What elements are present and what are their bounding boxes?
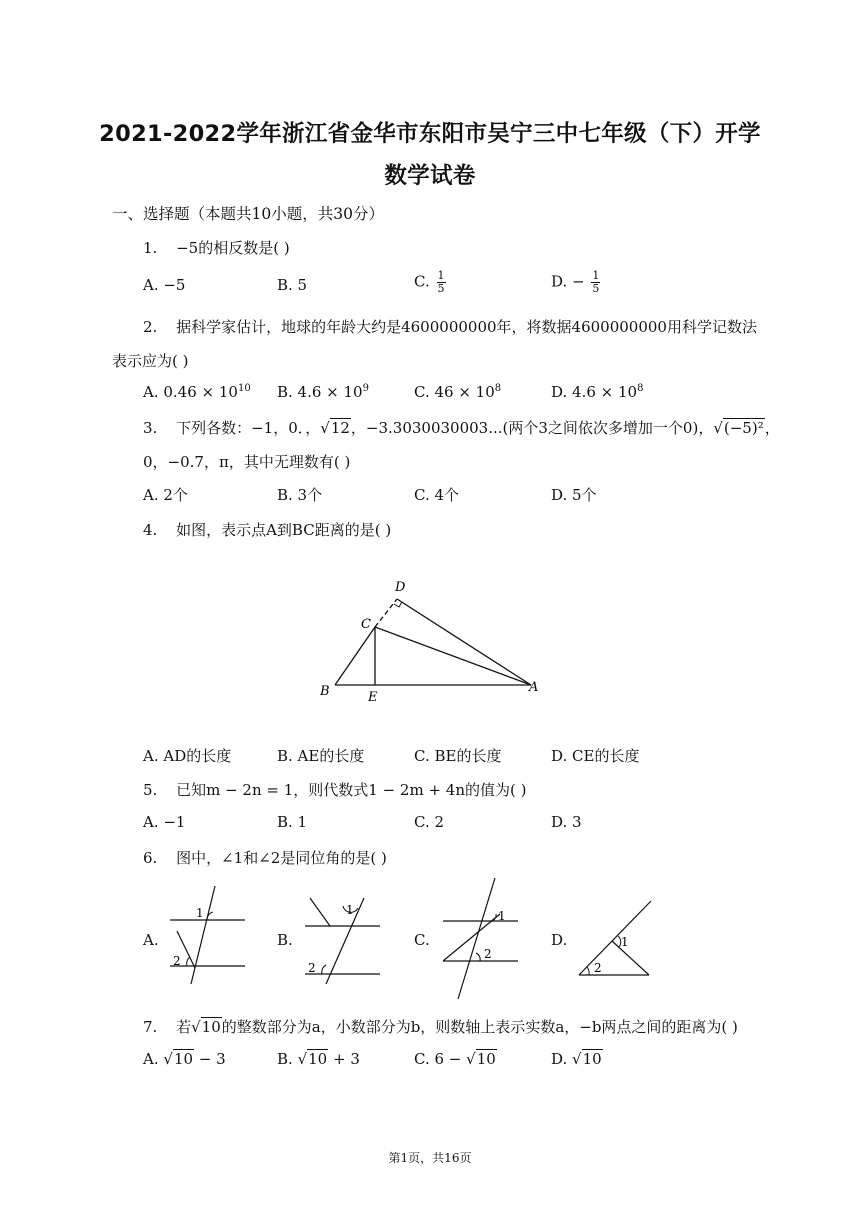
q5-option-d: D. 3 — [551, 813, 582, 831]
q3-option-d: D. 5个 — [551, 486, 597, 504]
question-number: 1. — [143, 239, 158, 257]
question-text: 据科学家估计，地球的年龄大约是4600000000年，将数据4600000000用科学记数法 — [176, 318, 757, 336]
q6-figure-c — [438, 876, 533, 1001]
title-line-2: 数学试卷 — [384, 163, 476, 189]
q2-option-a: A. $0.46 \times 10^{10}$ — [143, 383, 251, 401]
question-number: 5. — [143, 781, 158, 799]
label-a: A — [529, 680, 539, 695]
question-3-continued: 0，−0.7，π，其中无理数有( ) — [143, 453, 351, 471]
question-text: 如图，表示点A到BC距离的是( ) — [176, 521, 392, 539]
q6-figure-d — [576, 898, 656, 983]
q4-option-a: A. AD的长度 — [143, 747, 232, 765]
q2-option-d: D. $4.6 \times 10^8$ — [551, 383, 644, 401]
question-2-continued: 表示应为( ) — [112, 352, 189, 370]
q6-option-d-label: D. — [551, 931, 568, 949]
q7-option-c: C. 6 − √10 — [414, 1050, 496, 1068]
q3-option-b: B. 3个 — [277, 486, 323, 504]
q1-option-d: D. − $\frac{1}{5}$ — [551, 269, 600, 295]
fraction: $\frac{1}{5}$ — [437, 269, 445, 295]
label-c: C — [361, 617, 371, 632]
q4-option-c: C. BE的长度 — [414, 747, 502, 765]
q3-option-a: A. 2个 — [143, 486, 188, 504]
question-6 — [143, 847, 387, 868]
q1-option-a: A. −5 — [143, 276, 186, 294]
q2-option-b: B. $4.6 \times 10^9$ — [277, 383, 369, 401]
svg-text:1: 1 — [498, 909, 506, 923]
question-1 — [143, 237, 290, 258]
svg-text:2: 2 — [308, 961, 316, 975]
svg-text:1: 1 — [621, 935, 629, 949]
q2-option-c: C. $46 \times 10^8$ — [414, 383, 502, 401]
q1-option-b: B. 5 — [277, 276, 308, 294]
q7-option-a: A. √10 − 3 — [143, 1050, 226, 1068]
q7-option-b: B. √10 + 3 — [277, 1050, 360, 1068]
label-b: B — [320, 684, 330, 699]
q5-option-b: B. 1 — [277, 813, 308, 831]
q6-figure-b — [300, 886, 390, 986]
q7-option-d: D. √10 — [551, 1050, 602, 1068]
question-2 — [143, 316, 757, 337]
question-number: 4. — [143, 521, 158, 539]
title-line-1: 2021-2022学年浙江省金华市东阳市吴宁三中七年级（下）开学 — [99, 121, 761, 147]
q4-triangle-figure — [315, 575, 555, 705]
svg-text:2: 2 — [594, 961, 602, 975]
svg-text:2: 2 — [484, 947, 492, 961]
q4-option-d: D. CE的长度 — [551, 747, 640, 765]
svg-text:1: 1 — [346, 903, 354, 917]
page-footer: 第1页，共16页 — [388, 1151, 472, 1165]
q5-option-a: A. −1 — [143, 813, 186, 831]
question-5 — [143, 779, 526, 800]
question-number: 2. — [143, 318, 158, 336]
q5-option-c: C. 2 — [414, 813, 445, 831]
q6-option-b-label: B. — [277, 931, 293, 949]
q6-option-c-label: C. — [414, 931, 430, 949]
svg-text:2: 2 — [173, 954, 181, 968]
question-text: 已知m − 2n = 1，则代数式1 − 2m + 4n的值为( ) — [176, 781, 527, 799]
question-number: 3. — [143, 419, 158, 437]
q4-option-b: B. AE的长度 — [277, 747, 365, 765]
q3-option-c: C. 4个 — [414, 486, 460, 504]
q6-option-a-label: A. — [143, 931, 159, 949]
question-number: 6. — [143, 849, 158, 867]
label-e: E — [368, 690, 378, 705]
svg-text:1: 1 — [196, 906, 204, 920]
question-7: 7. 若√10的整数部分为a，小数部分为b，则数轴上表示实数a，−b两点之间的距离为( ) — [143, 1018, 738, 1036]
question-number: 7. — [143, 1018, 158, 1036]
fraction: $\frac{1}{5}$ — [592, 269, 600, 295]
question-4 — [143, 519, 391, 540]
q1-option-c: C. $\frac{1}{5}$ — [414, 269, 445, 295]
question-text: −5的相反数是( ) — [176, 239, 290, 257]
q6-figure-a — [165, 886, 255, 986]
question-3: 3. 下列各数：−1，0．，√12，−3.3030030003...(两个3之间依次多增加一个0)，√(−5)²， — [143, 419, 780, 437]
section-heading: 一、选择题（本题共10小题，共30分） — [112, 205, 384, 223]
label-d: D — [395, 580, 406, 595]
question-text: 图中，∠1和∠2是同位角的是( ) — [176, 849, 387, 867]
